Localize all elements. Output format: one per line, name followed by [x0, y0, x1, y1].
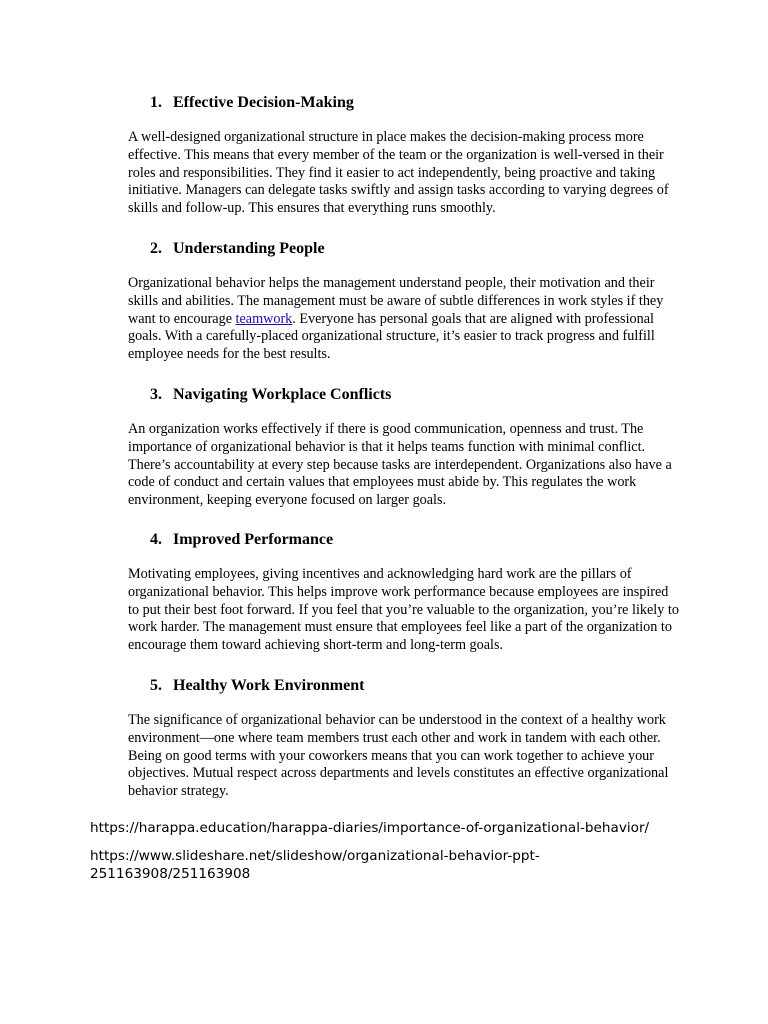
- section-paragraph: Motivating employees, giving incentives and acknowledging hard work are the pillars of organizational behavior. This helps improve work performance because employees are inspired to put their best foot forward. If you feel that you’re valuable to the organization, you’re likely to work harder. The management must ensure that employees feel like a part of the organization to encourage them toward achieving short-term and long-term goals.: [128, 566, 679, 654]
- section-paragraph: [128, 275, 680, 364]
- section-number: 3.: [150, 386, 162, 403]
- section-heading: [150, 93, 354, 113]
- section-number: 5.: [150, 677, 162, 694]
- reference-url: https://www.slideshare.net/slideshow/organizational-behavior-ppt-251163908/251163908: [90, 848, 540, 882]
- section-number: 2.: [150, 240, 162, 257]
- section-heading: [150, 676, 364, 696]
- section-paragraph: A well-designed organizational structure in place makes the decision-making process more effective. This means that every member of the team or the organization is well-versed in their roles and responsibilities. They find it easier to act independently, being proactive and taking initiative. Managers can delegate tasks swiftly and assign tasks according to varying degrees of skills and follow-up. This ensures that everything runs smoothly.: [128, 129, 669, 217]
- section-title: Navigating Workplace Conflicts: [173, 386, 392, 403]
- paragraph-text: Organizational behavior helps the management understand people, their motivation and their skills and abilities. The management must be aware of subtle differences in work styles if they want to encourage: [128, 275, 664, 327]
- section-heading: [150, 385, 391, 405]
- reference-url: https://harappa.education/harappa-diaries/importance-of-organizational-behavior/: [90, 820, 650, 836]
- section-title: Understanding People: [173, 240, 325, 257]
- section-paragraph: An organization works effectively if there is good communication, openness and trust. The importance of organizational behavior is that it helps teams function with minimal conflict. There’s accountability at every step because tasks are interdependent. Organizations also have a code of conduct and certain values that employees must abide by. This regulates the work environment, keeping everyone focused on larger goals.: [128, 421, 672, 509]
- section-title: Healthy Work Environment: [173, 677, 365, 694]
- teamwork-link[interactable]: teamwork: [235, 310, 293, 327]
- section-number: 1.: [150, 94, 162, 111]
- section-number: 4.: [150, 531, 162, 548]
- section-heading: [150, 239, 325, 259]
- section-title: Effective Decision-Making: [173, 94, 354, 111]
- paragraph-text: . Everyone has personal goals that are aligned with professional goals. With a carefully-placed organizational structure, it’s easier to track progress and fulfill employee needs for the best results.: [128, 310, 655, 363]
- section-paragraph: The significance of organizational behavior can be understood in the context of a healthy work environment—one where team members trust each other and work in tandem with each other. Being on good terms with your coworkers means that you can work together to achieve your objectives. Mutual respect across departments and levels constitutes an effective organizational behavior strategy.: [128, 712, 669, 800]
- section-heading: [150, 530, 333, 550]
- section-title: Improved Performance: [173, 531, 334, 548]
